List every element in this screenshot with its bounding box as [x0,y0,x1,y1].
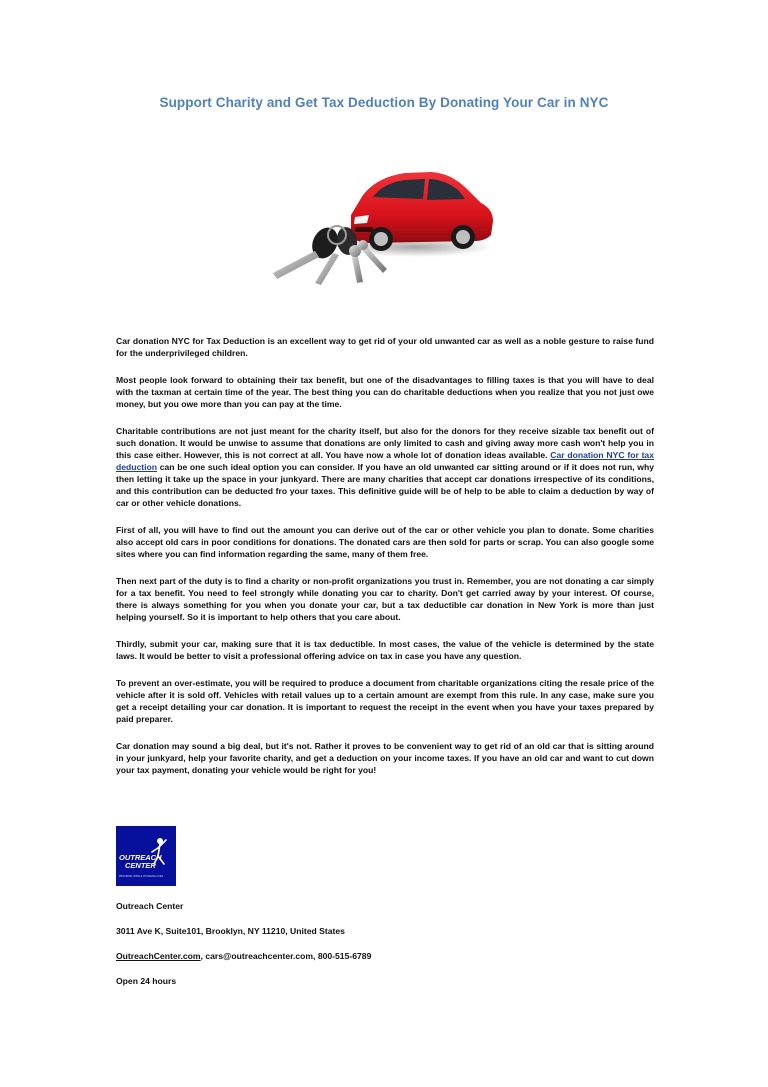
paragraph-text: Charitable contributions are not just meant for the charity itself, but also for the donors for they receive sizable tax benefit out of such donation. It would be unwise to assume that donations are only limited to cash and giving away more cash won't help you in this case either. However, this is not correct at all. You have now a whole lot of donation ideas available. [116,426,654,460]
website-link[interactable]: OutreachCenter.com [116,951,201,961]
paragraph-tax-benefit: Most people look forward to obtaining their tax benefit, but one of the disadvantages to filling taxes is that you will have to deal with the taxman at certain time of the year. The best thing you can do charitable deductions when you realize that you not just owe money, but you owe more than you can pay at the time. [116,375,654,409]
outreach-center-logo [116,826,176,886]
paragraph-charitable-contributions [116,425,654,509]
logo-tagline: PROVIDING HOPE & CHANGING LIVES [119,875,164,878]
paragraph-conclusion: Car donation may sound a big deal, but it's not. Rather it proves to be convenient way to get rid of an old car that is sitting around in your junkyard, help your favorite charity, and get a deduction on your income taxes. If you have an old car and want to cut down your tax payment, donating your vehicle would be right for you! [116,741,654,775]
paragraph-find-charity: Then next part of the duty is to find a charity or non-profit organizations you trust in. Remember, you are not donating a car simply for a tax benefit. You need to feel strongly while donating you car to charity. Don't get carried away by your interest. Of course, there is always something for you when you donate your car, but a tax deductible car donation in New York is more than just helping yourself. So it is important to help others that you care about. [116,576,654,622]
logo-line1: OUTREACH [119,853,162,862]
opening-hours: Open 24 hours [116,976,177,986]
paragraph-submit-car: Thirdly, submit your car, making sure that it is tax deductible. In most cases, the value of the vehicle is determined by the state laws. It would be better to visit a professional offering advice on tax in case you have any question. [116,639,654,661]
page-title: Support Charity and Get Tax Deduction By Donating Your Car in NYC [159,95,609,110]
paragraph-text: can be one such ideal option you can consider. If you have an old unwanted car sitting around or if it does not run, why then letting it take up the space in your junkyard. There are many charities that accept car donations irrespective of its conditions, and this contribution can be deducted fro your taxes. This definitive guide will be of help to be able to claim a deduction by way of car or other vehicle donations. [116,462,654,508]
paragraph-first-of-all: First of all, you will have to find out the amount you can derive out of the car or other vehicle you plan to donate. Some charities also accept old cars in poor conditions for donations. The donated cars are then sold for parts or scrap. You can also google some sites where you can find information regarding the same, many of them free. [116,525,654,559]
org-address: 3011 Ave K, Suite101, Brooklyn, NY 11210, United States [116,926,345,936]
car-donation-link[interactable]: Car donation NYC for tax deduction [116,450,654,472]
red-car-with-keys-image [255,155,515,285]
logo-line2: CENTER [125,861,156,870]
hero-image [255,155,515,285]
paragraph-over-estimate: To prevent an over-estimate, you will be required to produce a document from charitable organizations citing the resale price of the vehicle after it is sold off. Vehicles with retail values up to a certain amount are exempt from this rule. In any case, make sure you get a receipt detailing your car donation. It is important to request the receipt in the event when you have your taxes prepared by paid preparer. [116,678,654,724]
contact-line [116,950,656,962]
article-body [116,335,654,791]
org-name: Outreach Center [116,901,184,911]
outreach-logo-mark [116,826,176,886]
contact-details: , cars@outreachcenter.com, 800-515-6789 [200,951,372,961]
contact-footer [116,900,656,1000]
paragraph-intro: Car donation NYC for Tax Deduction is an excellent way to get rid of your old unwanted car as well as a noble gesture to raise fund for the underprivileged children. [116,336,654,358]
